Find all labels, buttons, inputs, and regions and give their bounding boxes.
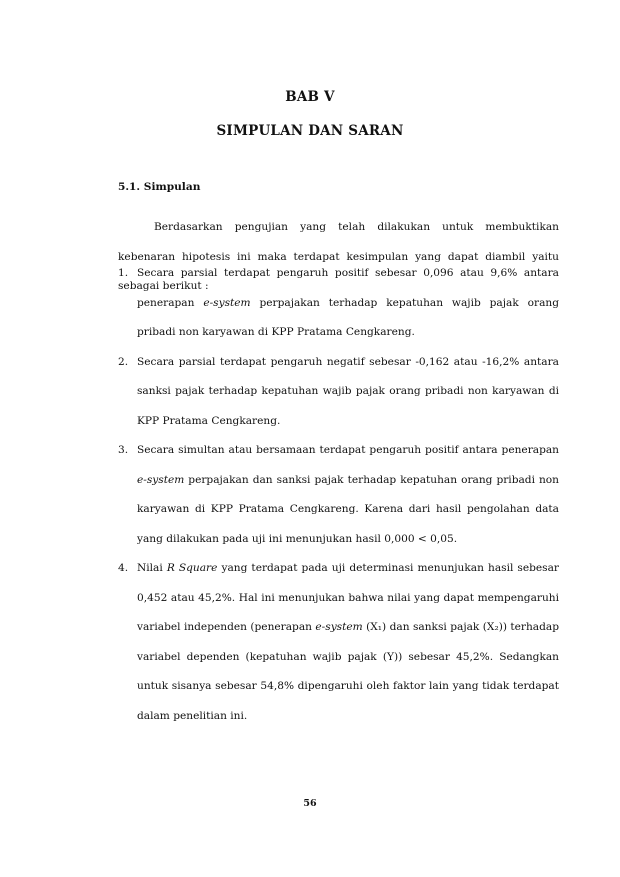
conclusion-item-number: 3. <box>118 444 129 456</box>
conclusion-text: yang terdapat pada uji determinasi menunjukan hasil sebesar 0,452 atau 45,2%. Hal ini menunjukan bahwa nilai yang dapat mempengaruhi variabel independen (penerapan <box>137 562 559 633</box>
chapter-subtitle: SIMPULAN DAN SARAN <box>216 123 404 139</box>
conclusion-item <box>118 554 559 731</box>
conclusion-list <box>118 259 559 731</box>
conclusion-text: (X₁) dan sanksi pajak (X₂)) terhadap variabel dependen (kepatuhan wajib pajak (Y)) sebesar 45,2%. Sedangkan untuk sisanya sebesar 54,8% dipengaruhi oleh faktor lain yang tidak terdapat dalam penelitian ini. <box>137 621 559 722</box>
italic-term: e-system <box>137 473 185 486</box>
intro-paragraph: Berdasarkan pengujian yang telah dilakukan untuk membuktikan kebenaran hipotesis ini maka terdapat kesimpulan yang dapat diambil yaitu sebagai berikut : <box>118 221 559 292</box>
conclusion-item-number: 4. <box>118 562 129 574</box>
italic-term: R Square <box>166 562 218 574</box>
conclusion-item <box>118 436 559 554</box>
chapter-title: BAB V <box>285 89 335 105</box>
conclusion-text: Secara parsial terdapat pengaruh positif sebesar 0,096 atau 9,6% antara penerapan <box>137 267 559 309</box>
conclusion-item-number: 2. <box>118 355 129 368</box>
section-heading: 5.1. Simpulan <box>118 181 201 193</box>
conclusion-text: Secara parsial terdapat pengaruh negatif sebesar -0,162 atau -16,2% antara sanksi pajak terhadap kepatuhan wajib pajak orang pribadi non karyawan di KPP Pratama Cengkareng. <box>137 355 559 427</box>
conclusion-text: perpajakan dan sanksi pajak terhadap kepatuhan orang pribadi non karyawan di KPP Pratama Cengkareng. Karena dari hasil pengolahan data yang dilakukan pada uji ini menunjukan hasil 0,000 < 0,05. <box>137 473 559 545</box>
italic-term: e-system <box>203 296 251 309</box>
conclusion-text: perpajakan terhadap kepatuhan wajib pajak orang pribadi non karyawan di KPP Pratama Cengkareng. <box>137 296 559 338</box>
conclusion-item-number: 1. <box>118 267 129 279</box>
italic-term: e-system <box>315 621 363 633</box>
conclusion-item <box>118 348 559 437</box>
page-number: 56 <box>303 798 317 809</box>
conclusion-item <box>118 259 559 348</box>
conclusion-text: Secara simultan atau bersamaan terdapat pengaruh positif antara penerapan <box>137 444 559 456</box>
conclusion-text: Nilai <box>137 562 167 574</box>
